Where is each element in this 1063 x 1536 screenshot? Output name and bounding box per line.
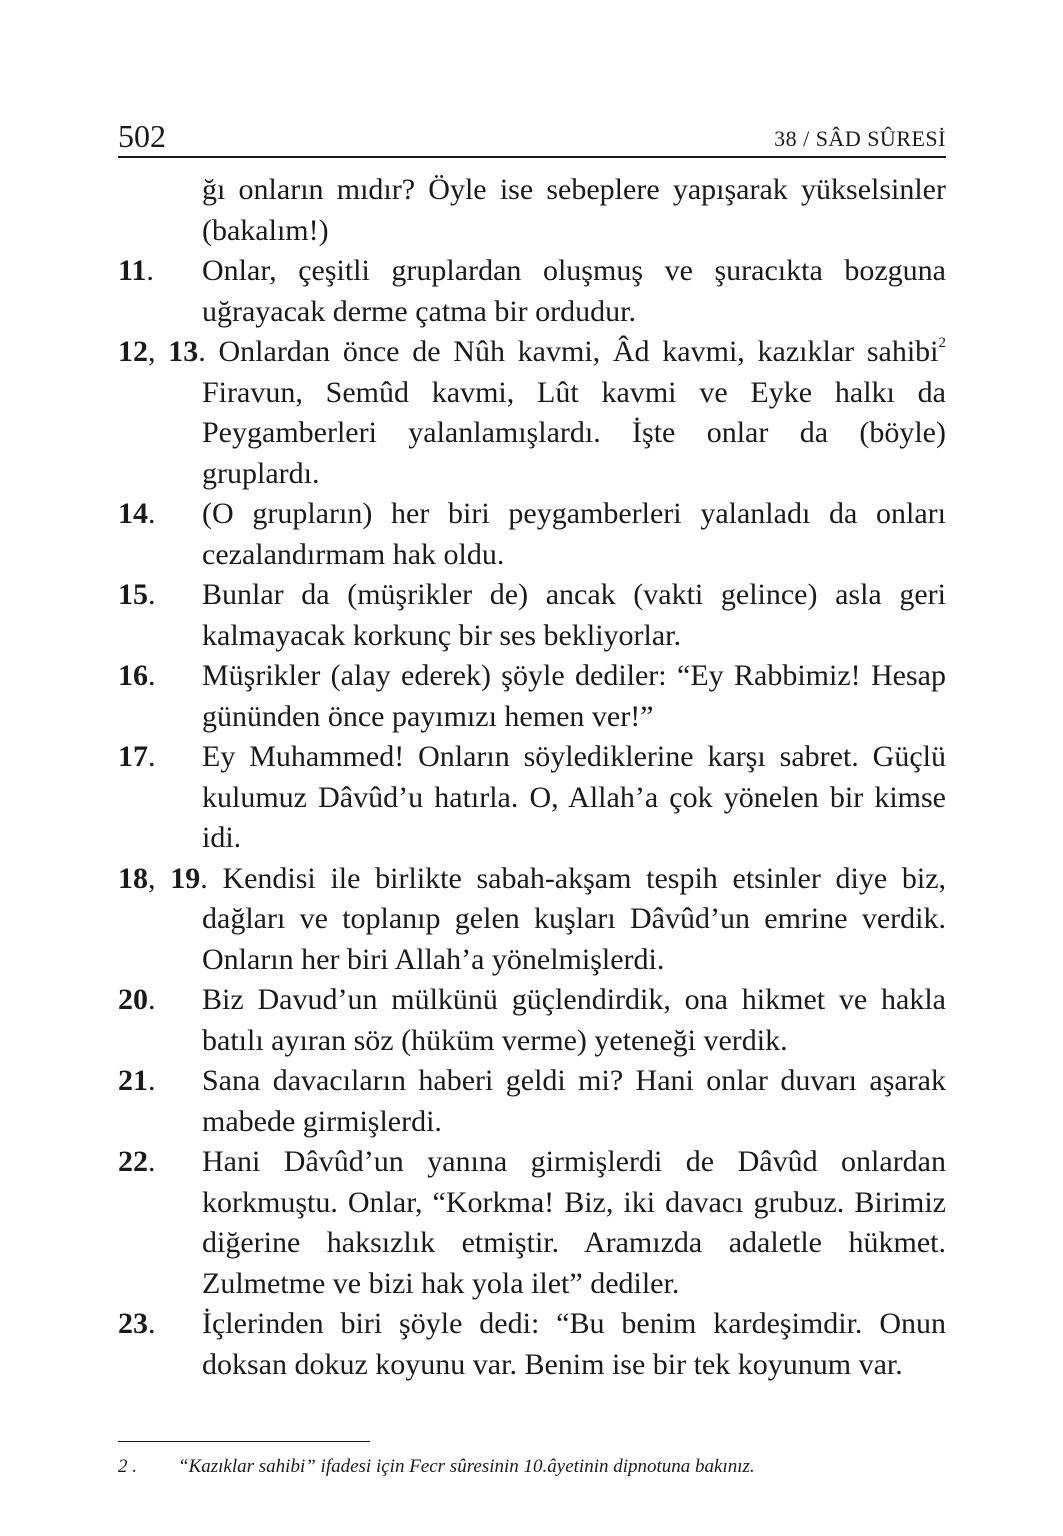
page-header — [118, 116, 946, 160]
verse-number: 16. — [118, 659, 156, 692]
header-rule — [118, 156, 946, 158]
verse-number: 21. — [118, 1064, 156, 1097]
verse-14 — [118, 494, 946, 575]
verse-number: 18, 19. — [118, 861, 223, 895]
verse-number: 22. — [118, 1145, 156, 1178]
verse-number: 11. — [118, 254, 154, 287]
page-number: 502 — [118, 118, 166, 154]
verse-text: Hani Dâvûd’un yanına girmişlerdi de Dâvûd onlardan korkmuştu. Onlar, “Korkma! Biz, iki davacı grubuz. Birimiz diğerine haksızlık etmiştir. Aramızda adaletle hükmet. Zulmetme ve bizi hak yola ilet” dediler. — [202, 1145, 946, 1300]
verse-text: Onlar, çeşitli gruplardan oluşmuş ve şuracıkta bozguna uğrayacak derme çatma bir ordudur. — [202, 254, 946, 328]
footnote-reference[interactable]: 2 — [938, 335, 947, 351]
verse-number: 12, 13. — [118, 335, 219, 368]
verse-continuation: ğı onların mıdır? Öyle ise sebeplere yapışarak yükselsinler (bakalım!) — [202, 173, 946, 247]
footnote-rule — [118, 1441, 370, 1442]
verse-16 — [118, 656, 946, 737]
verse-text: İçlerinden biri şöyle dedi: “Bu benim kardeşimdir. Onun doksan dokuz koyunu var. Benim ise bir tek koyunum var. — [202, 1307, 946, 1381]
verse-22 — [118, 1142, 946, 1304]
verse-text: Ey Muhammed! Onların söylediklerine karşı sabret. Güçlü kulumuz Dâvûd’u hatırla. O, Allah’a çok yönelen bir kimse idi. — [202, 740, 946, 854]
verse-15 — [118, 575, 946, 656]
verse-text: Kendisi ile birlikte sabah-akşam tespih etsinler diye biz, dağları ve toplanıp gelen kuşları Dâvûd’un emrine verdik. Onların her biri Allah’a yönelmişlerdi. — [202, 861, 947, 976]
verse-20 — [118, 980, 946, 1061]
verse-23 — [118, 1304, 946, 1385]
footnote-marker: 2 . — [118, 1456, 137, 1477]
verse-text: Onlardan önce de Nûh kavmi, Âd kavmi, kazıklar sahibi — [218, 335, 939, 368]
verse-21 — [118, 1061, 946, 1142]
verse-text: Bunlar da (müşrikler de) ancak (vakti gelince) asla geri kalmayacak korkunç bir ses bekliyorlar. — [202, 578, 946, 652]
verse-text: Sana davacıların haberi geldi mi? Hani onlar duvarı aşarak mabede girmişlerdi. — [202, 1064, 946, 1138]
verse-number: 14. — [118, 497, 156, 530]
verse-number: 15. — [118, 578, 156, 611]
verse-number: 17. — [118, 740, 156, 773]
verse-12-13 — [118, 332, 946, 494]
verse-11 — [118, 251, 946, 332]
verse-number: 20. — [118, 983, 156, 1016]
page-body — [118, 170, 946, 1385]
verse-text: Biz Davud’un mülkünü güçlendirdik, ona hikmet ve hakla batılı ayıran söz (hüküm verme) yeteneği verdik. — [202, 983, 946, 1057]
verse-number: 23. — [118, 1307, 156, 1340]
verse-text-continued: Firavun, Semûd kavmi, Lût kavmi ve Eyke halkı da Peygamberleri yalanlamışlardı. İşte onlar da (böyle) gruplardı. — [202, 375, 946, 490]
verse-text: Müşrikler (alay ederek) şöyle dediler: “Ey Rabbimiz! Hesap gününden önce payımızı hemen ver!” — [202, 659, 946, 733]
running-title: 38 / SÂD SÛRESİ — [774, 126, 946, 151]
verse-18-19 — [118, 859, 946, 981]
verse-17 — [118, 737, 946, 859]
footnote — [118, 1454, 946, 1480]
verse-text: (O grupların) her biri peygamberleri yalanladı da onları cezalandırmam hak oldu. — [202, 497, 946, 571]
footnote-text: “Kazıklar sahibi” ifadesi için Fecr sûresinin 10.âyetinin dipnotuna bakınız. — [178, 1456, 755, 1477]
